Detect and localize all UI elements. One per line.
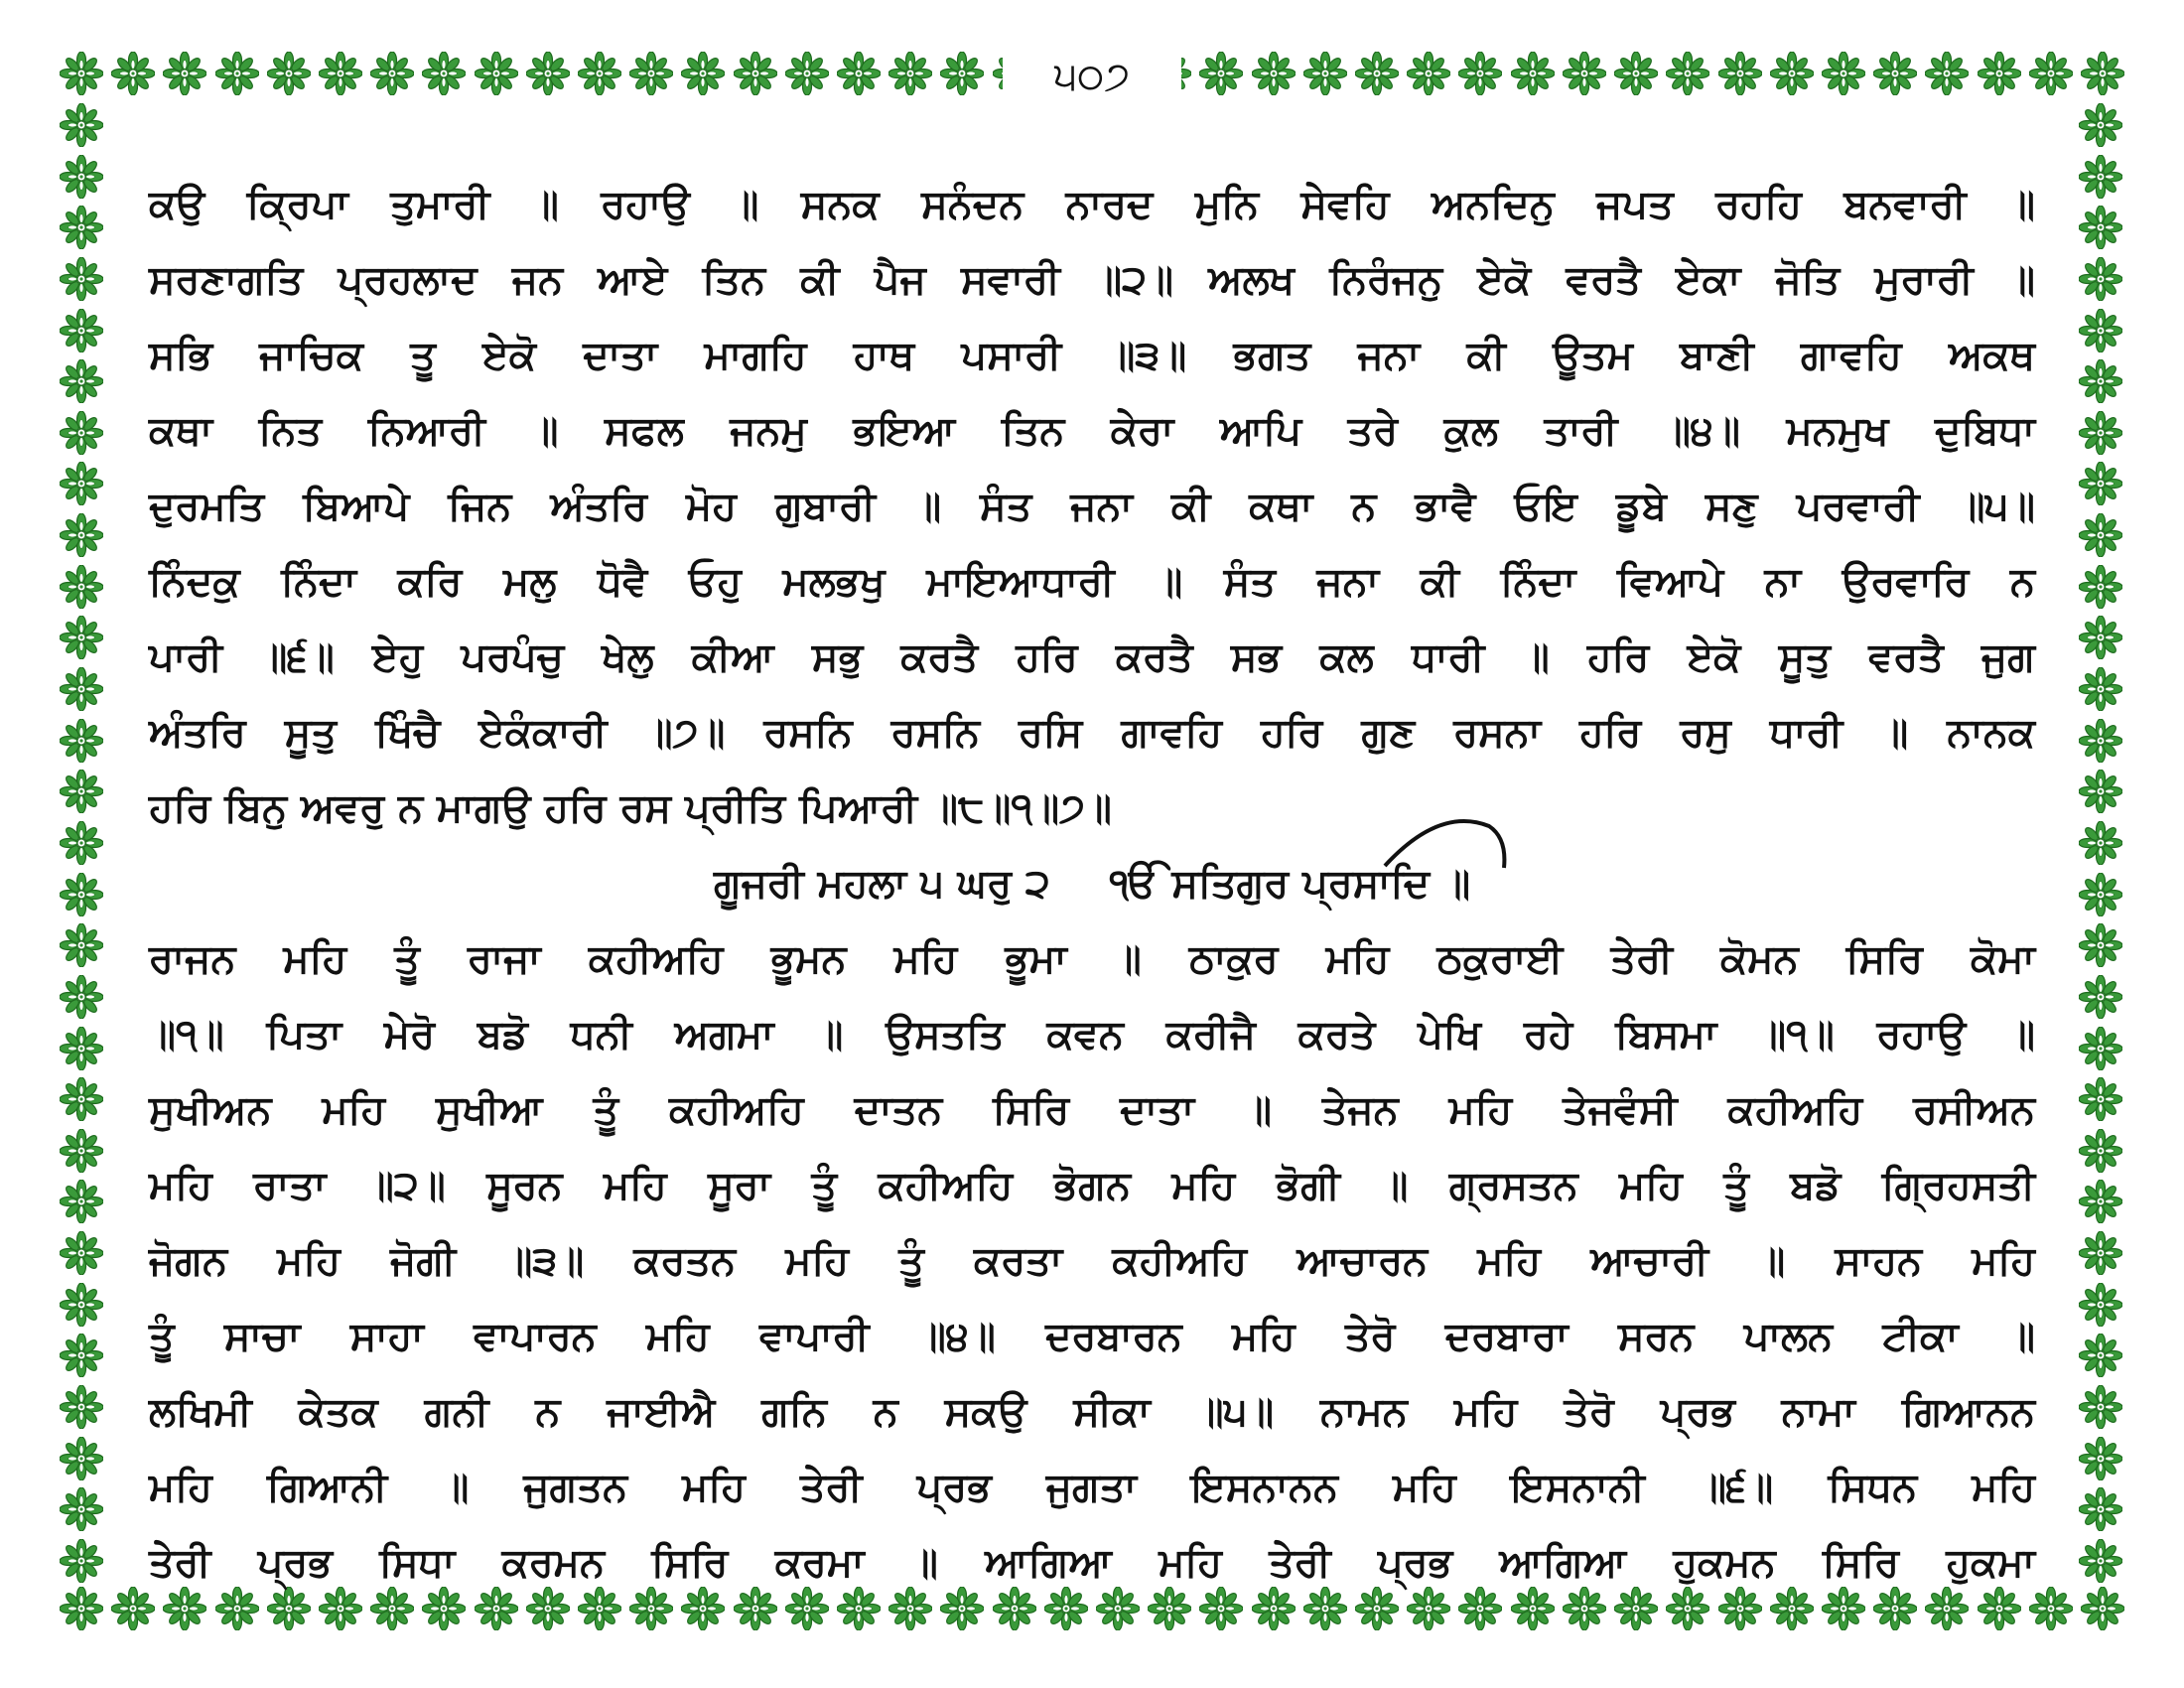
flower-ornament-icon — [2079, 1385, 2122, 1429]
text-line: ਜੋਗਨ ਮਹਿ ਜੋਗੀ ॥੩॥ ਕਰਤਨ ਮਹਿ ਤੂੰ ਕਰਤਾ ਕਹੀਅਹਿ ਆਚਾਰਨ ਮਹਿ ਆਚਾਰੀ ॥ ਸਾਹਨ ਮਹਿ — [149, 1238, 2035, 1284]
flower-ornament-icon — [60, 1334, 103, 1377]
flower-ornament-icon — [60, 923, 103, 967]
flower-ornament-icon — [60, 616, 103, 659]
page-number: ੫੦੭ — [1003, 50, 1181, 103]
ek-onkar-arc-icon — [1380, 806, 1519, 876]
flower-ornament-icon — [60, 1539, 103, 1583]
flower-ornament-icon — [2079, 1129, 2122, 1173]
text-line: ਤੇਰੀ ਪ੍ਰਭ ਸਿਧਾ ਕਰਮਨ ਸਿਰਿ ਕਰਮਾ ॥ ਆਗਿਆ ਮਹਿ ਤੇਰੀ ਪ੍ਰਭ ਆਗਿਆ ਹੁਕਮਨ ਸਿਰਿ ਹੁਕਮਾ — [149, 1540, 2035, 1586]
text-body — [149, 167, 2035, 1601]
text-line: ਮਹਿ ਗਿਆਨੀ ॥ ਜੁਗਤਨ ਮਹਿ ਤੇਰੀ ਪ੍ਰਭ ਜੁਗਤਾ ਇਸਨਾਨਨ ਮਹਿ ਇਸਨਾਨੀ ॥੬॥ ਸਿਧਨ ਮਹਿ — [149, 1465, 2035, 1510]
flower-ornament-icon — [1407, 52, 1450, 95]
flower-ornament-icon — [2079, 1283, 2122, 1327]
flower-ornament-icon — [60, 1129, 103, 1173]
flower-ornament-icon — [60, 103, 103, 147]
flower-ornament-icon — [888, 52, 932, 95]
flower-ornament-icon — [2079, 1334, 2122, 1377]
flower-ornament-icon — [1355, 52, 1399, 95]
flower-ornament-icon — [940, 52, 984, 95]
flower-ornament-icon — [2079, 411, 2122, 455]
flower-ornament-icon — [2079, 565, 2122, 609]
flower-ornament-icon — [60, 257, 103, 301]
flower-ornament-icon — [2079, 975, 2122, 1019]
flower-ornament-icon — [1925, 52, 1969, 95]
heading-mool: ੴ ਸਤਿਗੁਰ ਪ੍ਰਸਾਦਿ ॥ — [1109, 861, 1471, 907]
text-line: ਤੂੰ ਸਾਚਾ ਸਾਹਾ ਵਾਪਾਰਨ ਮਹਿ ਵਾਪਾਰੀ ॥੪॥ ਦਰਬਾਰਨ ਮਹਿ ਤੇਰੋ ਦਰਬਾਰਾ ਸਰਨ ਪਾਲਨ ਟੀਕਾ ॥ — [149, 1314, 2035, 1359]
flower-ornament-icon — [2079, 1539, 2122, 1583]
flower-ornament-icon — [2079, 821, 2122, 865]
flower-ornament-icon — [60, 873, 103, 916]
flower-ornament-icon — [2079, 873, 2122, 916]
flower-ornament-icon — [215, 52, 259, 95]
border-left — [60, 103, 105, 1583]
text-line: ਕਥਾ ਨਿਤ ਨਿਆਰੀ ॥ ਸਫਲ ਜਨਮੁ ਭਇਆ ਤਿਨ ਕੇਰਾ ਆਪਿ ਤਰੇ ਕੁਲ ਤਾਰੀ ॥੪॥ ਮਨਮੁਖ ਦੁਬਿਧਾ — [149, 408, 2035, 454]
flower-ornament-icon — [2079, 1437, 2122, 1480]
flower-ornament-icon — [1822, 52, 1865, 95]
flower-ornament-icon — [2079, 1027, 2122, 1070]
flower-ornament-icon — [60, 1437, 103, 1480]
flower-ornament-icon — [60, 52, 103, 95]
flower-ornament-icon — [2079, 1231, 2122, 1275]
flower-ornament-icon — [60, 770, 103, 813]
flower-ornament-icon — [2079, 206, 2122, 249]
flower-ornament-icon — [837, 52, 881, 95]
flower-ornament-icon — [2079, 513, 2122, 557]
flower-ornament-icon — [1199, 52, 1243, 95]
flower-ornament-icon — [2079, 103, 2122, 147]
flower-ornament-icon — [2079, 1487, 2122, 1531]
text-line: ਨਿੰਦਕੁ ਨਿੰਦਾ ਕਰਿ ਮਲੁ ਧੋਵੈ ਓਹੁ ਮਲਭਖੁ ਮਾਇਆਧਾਰੀ ॥ ਸੰਤ ਜਨਾ ਕੀ ਨਿੰਦਾ ਵਿਆਪੇ ਨਾ ਉਰਵਾਰਿ ਨ — [149, 559, 2035, 605]
text-line: ॥੧॥ ਪਿਤਾ ਮੇਰੋ ਬਡੋ ਧਨੀ ਅਗਮਾ ॥ ਉਸਤਤਿ ਕਵਨ ਕਰੀਜੈ ਕਰਤੇ ਪੇਖਿ ਰਹੇ ਬਿਸਮਾ ॥੧॥ ਰਹਾਉ ॥ — [149, 1012, 2035, 1057]
flower-ornament-icon — [422, 52, 466, 95]
flower-ornament-icon — [2079, 309, 2122, 352]
flower-ornament-icon — [578, 52, 621, 95]
flower-ornament-icon — [370, 52, 414, 95]
flower-ornament-icon — [1252, 52, 1296, 95]
text-line: ਸੁਖੀਅਨ ਮਹਿ ਸੁਖੀਆ ਤੂੰ ਕਹੀਅਹਿ ਦਾਤਨ ਸਿਰਿ ਦਾਤਾ ॥ ਤੇਜਨ ਮਹਿ ਤੇਜਵੰਸੀ ਕਹੀਅਹਿ ਰਸੀਅਨ — [149, 1087, 2035, 1133]
flower-ornament-icon — [2079, 462, 2122, 505]
flower-ornament-icon — [60, 719, 103, 763]
text-line: ਮਹਿ ਰਾਤਾ ॥੨॥ ਸੂਰਨ ਮਹਿ ਸੂਰਾ ਤੂੰ ਕਹੀਅਹਿ ਭੋਗਨ ਮਹਿ ਭੋਗੀ ॥ ਗ੍ਰਸਤਨ ਮਹਿ ਤੂੰ ਬਡੋ ਗ੍ਰਿਹਸਤੀ — [149, 1163, 2035, 1208]
text-line: ਕਉ ਕ੍ਰਿਪਾ ਤੁਮਾਰੀ ॥ ਰਹਾਉ ॥ ਸਨਕ ਸਨੰਦਨ ਨਾਰਦ ਮੁਨਿ ਸੇਵਹਿ ਅਨਦਿਨੁ ਜਪਤ ਰਹਹਿ ਬਨਵਾਰੀ ॥ — [149, 182, 2035, 227]
flower-ornament-icon — [681, 52, 725, 95]
flower-ornament-icon — [2079, 616, 2122, 659]
flower-ornament-icon — [475, 52, 518, 95]
flower-ornament-icon — [1303, 52, 1347, 95]
text-line: ਹਰਿ ਬਿਨੁ ਅਵਰੁ ਨ ਮਾਗਉ ਹਰਿ ਰਸ ਪ੍ਰੀਤਿ ਪਿਆਰੀ ॥੮॥੧॥੭॥ — [149, 785, 1112, 831]
border-right — [2079, 103, 2124, 1583]
section-heading — [149, 846, 2035, 921]
flower-ornament-icon — [60, 411, 103, 455]
flower-ornament-icon — [60, 1077, 103, 1121]
flower-ornament-icon — [1666, 52, 1709, 95]
heading-raag: ਗੂਜਰੀ ਮਹਲਾ ੫ ਘਰੁ ੨ — [713, 861, 1050, 907]
flower-ornament-icon — [60, 359, 103, 403]
flower-ornament-icon — [629, 52, 673, 95]
text-line: ਲਖਿਮੀ ਕੇਤਕ ਗਨੀ ਨ ਜਾਈਐ ਗਨਿ ਨ ਸਕਉ ਸੀਕਾ ॥੫॥ ਨਾਮਨ ਮਹਿ ਤੇਰੋ ਪ੍ਰਭ ਨਾਮਾ ਗਿਆਨਨ — [149, 1389, 2035, 1435]
flower-ornament-icon — [60, 206, 103, 249]
flower-ornament-icon — [111, 52, 155, 95]
text-line: ਦੁਰਮਤਿ ਬਿਆਪੇ ਜਿਨ ਅੰਤਰਿ ਮੋਹ ਗੁਬਾਰੀ ॥ ਸੰਤ ਜਨਾ ਕੀ ਕਥਾ ਨ ਭਾਵੈ ਓਇ ਡੂਬੇ ਸਣੁ ਪਰਵਾਰੀ ॥੫॥ — [149, 484, 2035, 529]
flower-ornament-icon — [60, 462, 103, 505]
flower-ornament-icon — [2079, 359, 2122, 403]
flower-ornament-icon — [60, 1231, 103, 1275]
flower-ornament-icon — [1614, 52, 1658, 95]
flower-ornament-icon — [2079, 770, 2122, 813]
flower-ornament-icon — [2081, 52, 2124, 95]
flower-ornament-icon — [2079, 923, 2122, 967]
flower-ornament-icon — [60, 1487, 103, 1531]
flower-ornament-icon — [2081, 1587, 2124, 1630]
flower-ornament-icon — [2079, 155, 2122, 199]
flower-ornament-icon — [267, 52, 311, 95]
flower-ornament-icon — [60, 1385, 103, 1429]
flower-ornament-icon — [60, 155, 103, 199]
flower-ornament-icon — [1511, 52, 1555, 95]
flower-ornament-icon — [1718, 52, 1762, 95]
flower-ornament-icon — [319, 52, 362, 95]
flower-ornament-icon — [60, 1283, 103, 1327]
flower-ornament-icon — [60, 565, 103, 609]
flower-ornament-icon — [60, 513, 103, 557]
flower-ornament-icon — [60, 975, 103, 1019]
flower-ornament-icon — [2029, 52, 2073, 95]
flower-ornament-icon — [163, 52, 206, 95]
flower-ornament-icon — [60, 1587, 103, 1630]
text-line: ਅੰਤਰਿ ਸੂਤੁ ਖਿੰਚੈ ਏਕੰਕਾਰੀ ॥੭॥ ਰਸਨਿ ਰਸਨਿ ਰਸਿ ਗਾਵਹਿ ਹਰਿ ਗੁਣ ਰਸਨਾ ਹਰਿ ਰਸੁ ਧਾਰੀ ॥ ਨਾਨਕ — [149, 710, 2035, 756]
flower-ornament-icon — [1458, 52, 1502, 95]
flower-ornament-icon — [785, 52, 829, 95]
text-line: ਸਰਣਾਗਤਿ ਪ੍ਰਹਲਾਦ ਜਨ ਆਏ ਤਿਨ ਕੀ ਪੈਜ ਸਵਾਰੀ ॥੨॥ ਅਲਖ ਨਿਰੰਜਨੁ ਏਕੋ ਵਰਤੈ ਏਕਾ ਜੋਤਿ ਮੁਰਾਰੀ ॥ — [149, 257, 2035, 303]
flower-ornament-icon — [2029, 1587, 2073, 1630]
text-line: ਰਾਜਨ ਮਹਿ ਤੂੰ ਰਾਜਾ ਕਹੀਅਹਿ ਭੂਮਨ ਮਹਿ ਭੂਮਾ ॥ ਠਾਕੁਰ ਮਹਿ ਠਕੁਰਾਈ ਤੇਰੀ ਕੋਮਨ ਸਿਰਿ ਕੋਮਾ — [149, 936, 2035, 982]
flower-ornament-icon — [1770, 52, 1814, 95]
flower-ornament-icon — [60, 667, 103, 711]
text-line: ਪਾਰੀ ॥੬॥ ਏਹੁ ਪਰਪੰਚੁ ਖੇਲੁ ਕੀਆ ਸਭੁ ਕਰਤੈ ਹਰਿ ਕਰਤੈ ਸਭ ਕਲ ਧਾਰੀ ॥ ਹਰਿ ਏਕੋ ਸੂਤੁ ਵਰਤੈ ਜੁਗ — [149, 634, 2035, 680]
flower-ornament-icon — [1873, 52, 1917, 95]
flower-ornament-icon — [526, 52, 570, 95]
text-line: ਸਭਿ ਜਾਚਿਕ ਤੂ ਏਕੋ ਦਾਤਾ ਮਾਗਹਿ ਹਾਥ ਪਸਾਰੀ ॥੩॥ ਭਗਤ ਜਨਾ ਕੀ ਊਤਮ ਬਾਣੀ ਗਾਵਹਿ ਅਕਥ — [149, 333, 2035, 378]
flower-ornament-icon — [2079, 1077, 2122, 1121]
flower-ornament-icon — [60, 1180, 103, 1223]
flower-ornament-icon — [1978, 52, 2021, 95]
flower-ornament-icon — [734, 52, 777, 95]
flower-ornament-icon — [60, 309, 103, 352]
flower-ornament-icon — [1563, 52, 1606, 95]
flower-ornament-icon — [2079, 719, 2122, 763]
flower-ornament-icon — [2079, 1180, 2122, 1223]
flower-ornament-icon — [60, 821, 103, 865]
flower-ornament-icon — [60, 1027, 103, 1070]
flower-ornament-icon — [2079, 667, 2122, 711]
flower-ornament-icon — [2079, 257, 2122, 301]
